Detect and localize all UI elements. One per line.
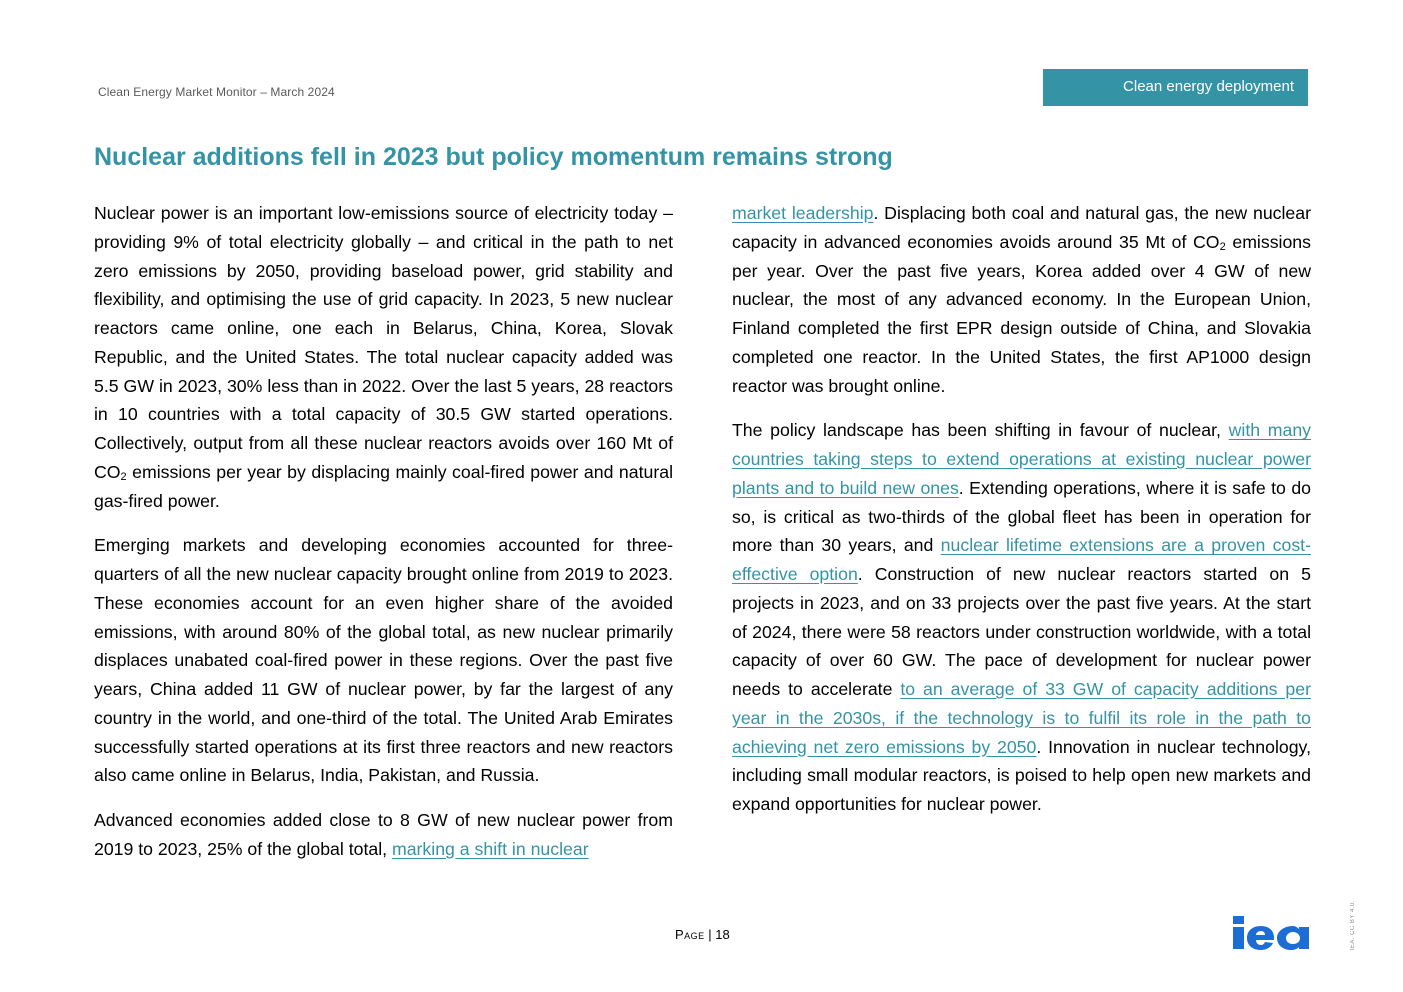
page-separator: | — [704, 927, 716, 942]
paragraph-advanced-economies: Advanced economies added close to 8 GW of new nuclear power from 2019 to 2023, 25% of the global total, marking a shift in nuclear — [94, 810, 673, 859]
paragraph-nuclear-overview: Nuclear power is an important low-emissions source of electricity today – providing 9% of total electricity globally – and critical in the path to net zero emissions by 2050, providing baseload power, grid stability and flexibility, and optimising the use of grid capacity. In 2023, 5 new nuclear reactors came online, one each in Belarus, China, Korea, Slovak Republic, and the United States. The total nuclear capacity added was 5.5 GW in 2023, 30% less than in 2022. Over the last 5 years, 28 reactors in 10 countries with a total capacity of 30.5 GW started operations. Collectively, output from all these nuclear reactors avoids over 160 Mt of $CO_2$ emissions per year by displacing mainly coal-fired power and natural gas-fired power. — [94, 203, 673, 511]
page-title: Nuclear additions fell in 2023 but policy momentum remains strong — [94, 143, 893, 171]
iea-logo — [1231, 914, 1311, 952]
paragraph-emerging-markets: Emerging markets and developing economies accounted for three-quarters of all the new nuclear capacity brought online from 2019 to 2023. These economies account for an even higher share of the avoided emissions, with around 80% of the global total, as new nuclear primarily displaces unabated coal-fired power in these regions. Over the past five years, China added 11 GW of nuclear power, by far the largest of any country in the world, and one-third of the total. The United Arab Emirates successfully started operations at its first three reactors and new reactors also came online in Belarus, India, Pakistan, and Russia. — [94, 535, 673, 786]
left-column — [94, 199, 673, 880]
page-number: 18 — [715, 927, 730, 942]
link-capacity-additions-2030s[interactable]: to an average of 33 GW of capacity additions per year in the 2030s, if the technology is to fulfil its role in the path to achieving net zero emissions by 2050 — [732, 679, 1311, 757]
section-badge: Clean energy deployment — [1043, 69, 1308, 106]
paragraph-policy-landscape: The policy landscape has been shifting in favour of nuclear, with many countries taking steps to extend operations at existing nuclear power plants and to build new ones. Extending operations, where it is safe to do so, is critical as two-thirds of the global fleet has been in operation for more than 30 years, and nuclear lifetime extensions are a proven cost-effective option. Construction of new nuclear reactors started on 5 projects in 2023, and on 33 projects over the past five years. At the start of 2024, there were 58 reactors under construction worldwide, with a total capacity of over 60 GW. The pace of development for nuclear power needs to accelerate to an average of 33 GW of capacity additions per year in the 2030s, if the technology is to fulfil its role in the path to achieving net zero emissions by 2050. Innovation in nuclear technology, including small modular reactors, is poised to help open new markets and expand opportunities for nuclear power. — [732, 420, 1312, 814]
right-column — [732, 199, 1311, 835]
link-extend-operations[interactable]: with many countries taking steps to extend operations at existing nuclear power plants and to build new ones — [732, 420, 1312, 498]
report-header: Clean Energy Market Monitor – March 2024 — [98, 85, 335, 99]
page-footer — [675, 927, 730, 942]
link-shift-in-nuclear-leadership-start[interactable]: marking a shift in nuclear — [391, 838, 589, 859]
link-lifetime-extensions[interactable]: nuclear lifetime extensions are a proven cost-effective option — [732, 535, 1311, 584]
page-label: Page — [675, 927, 705, 942]
link-market-leadership[interactable]: market leadership — [732, 203, 874, 223]
license-note: IEA. CC BY 4.0. — [1350, 900, 1356, 951]
paragraph-advanced-economies-cont: market leadership. Displacing both coal and natural gas, the new nuclear capacity in advanced economies avoids around 35 Mt of $CO_2$ emissions per year. Over the past five years, Korea added over 4 GW of new nuclear, the most of any advanced economy. In the European Union, Finland completed the first EPR design outside of China, and Slovakia completed one reactor. In the United States, the first AP1000 design reactor was brought online. — [732, 203, 1311, 396]
